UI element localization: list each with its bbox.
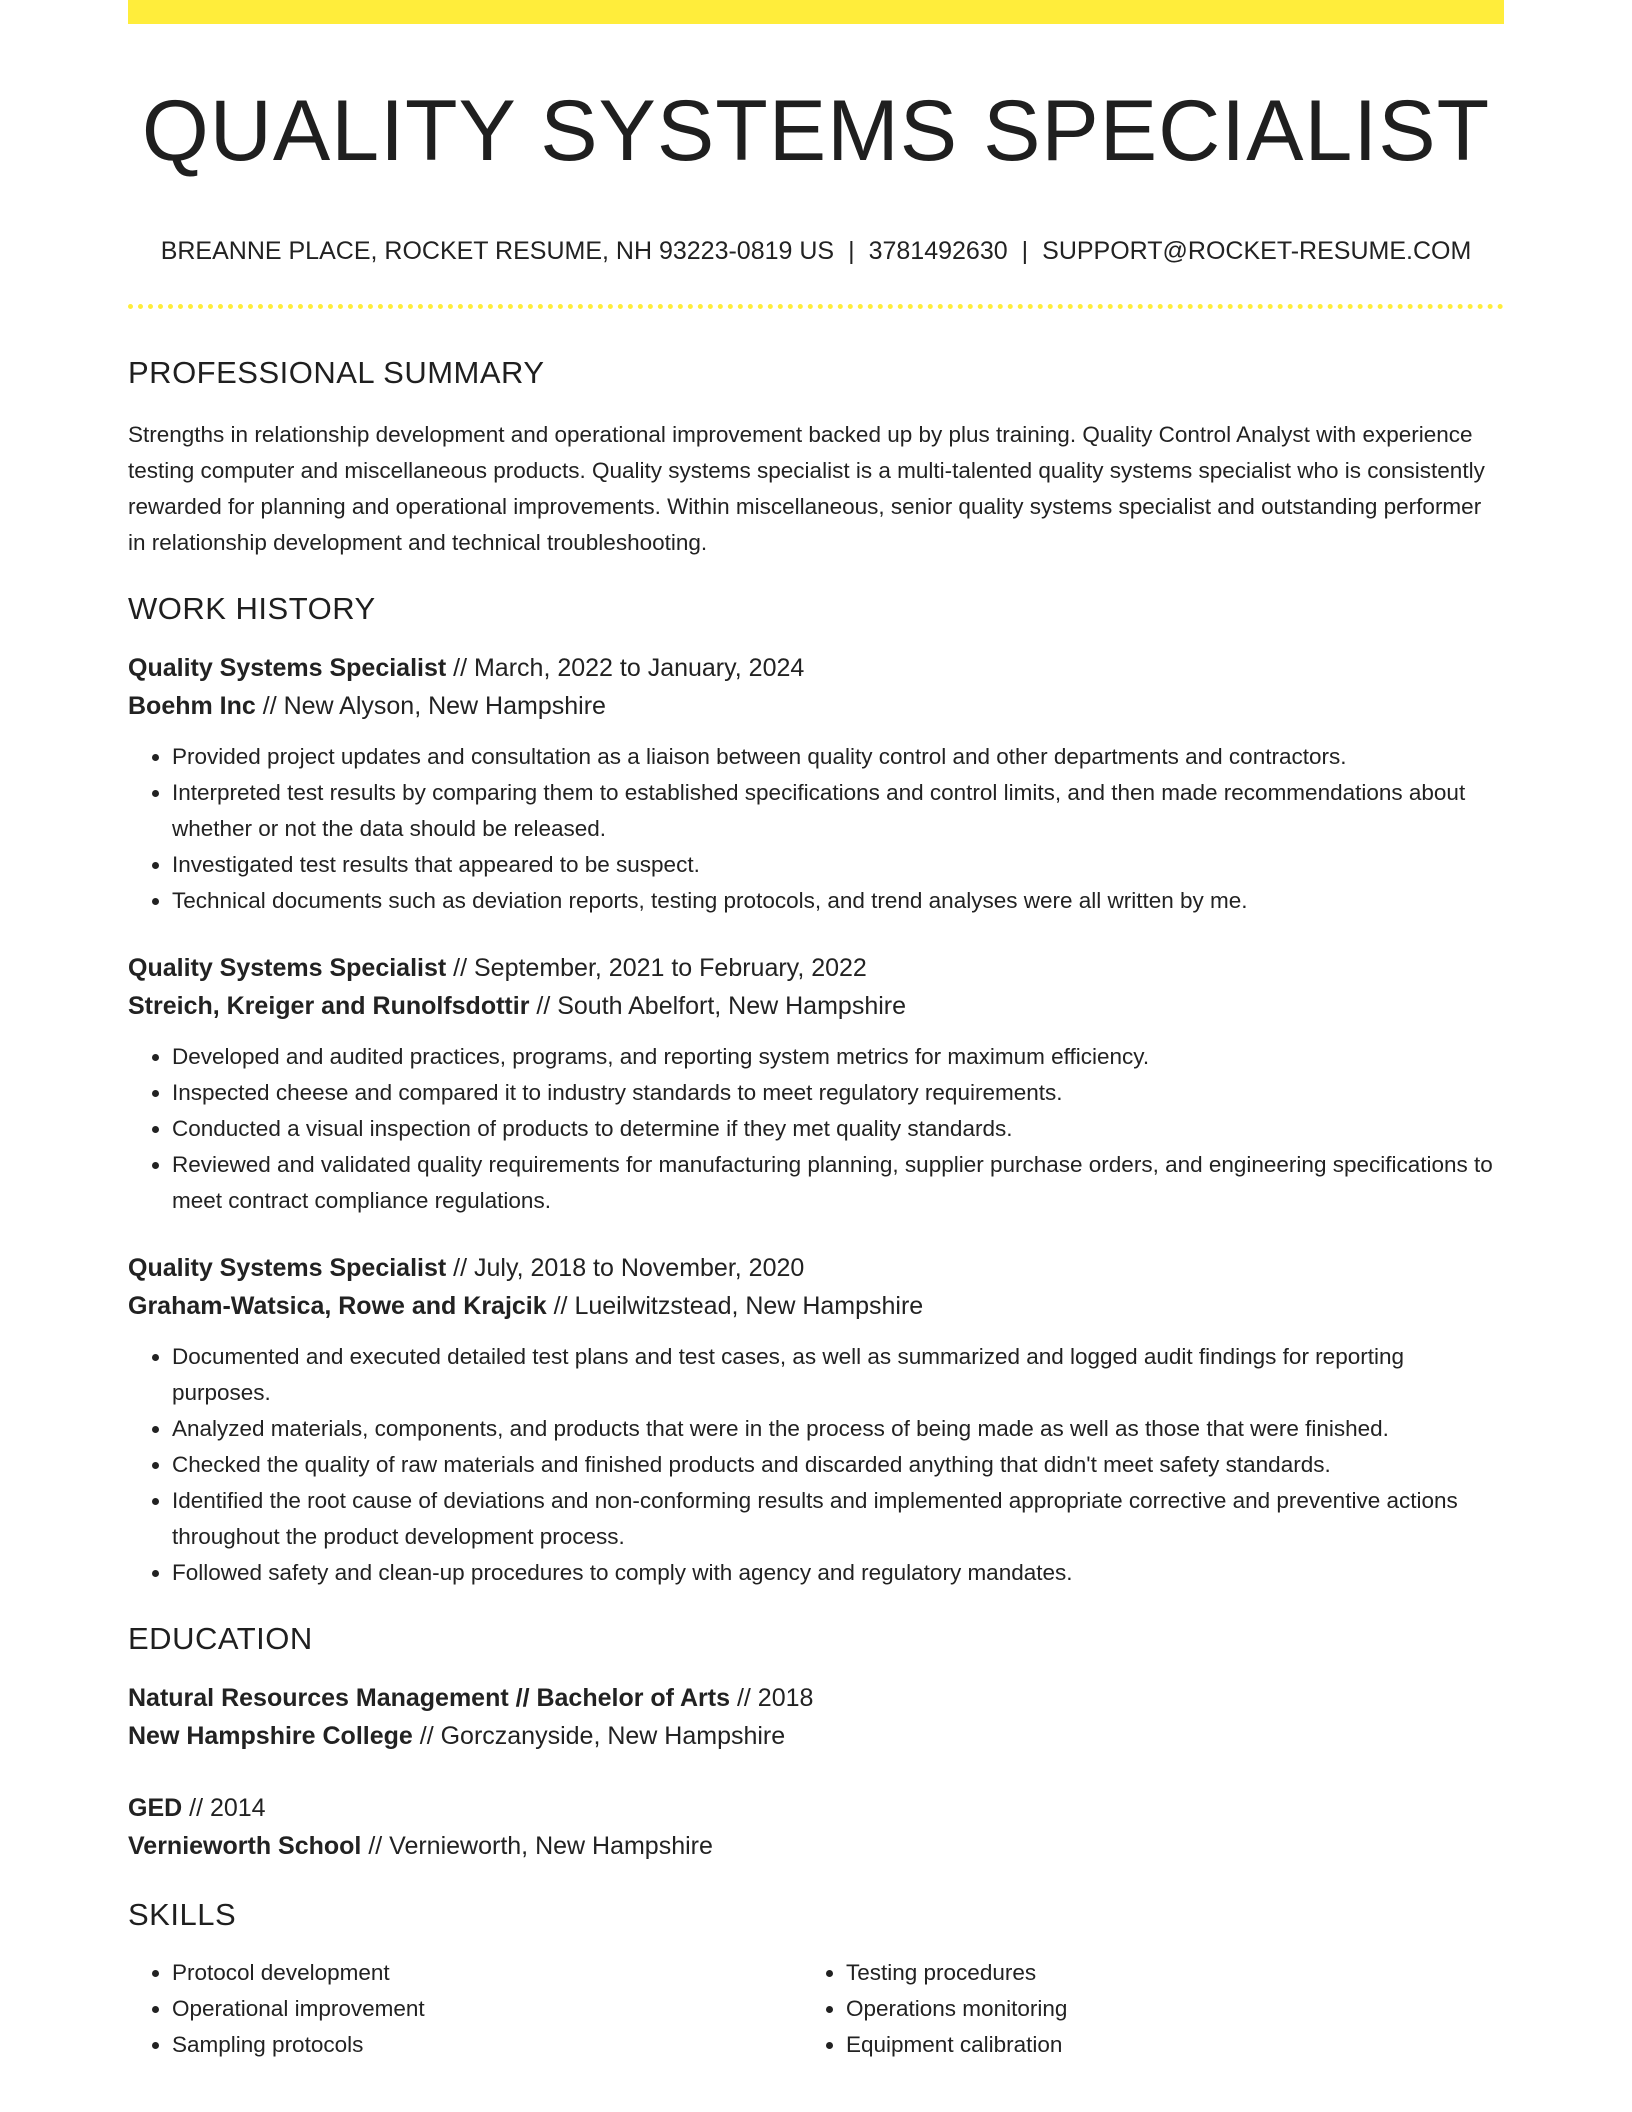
- job-bullet: • Conducted a visual inspection of products to determine if they met quality standards.: [172, 1111, 1504, 1147]
- job-bullet: • Technical documents such as deviation reports, testing protocols, and trend analyses were all written by me.: [172, 883, 1504, 919]
- job-bullet: • Identified the root cause of deviations and non-conforming results and implemented appropriate corrective and preventive actions throughout the product development process.: [172, 1483, 1504, 1555]
- job-entry: [128, 949, 1504, 1219]
- job-bullet: • Analyzed materials, components, and products that were in the process of being made as well as those that were finished.: [172, 1411, 1504, 1447]
- skill-item: • Testing procedures: [846, 1955, 1476, 1991]
- education-location: // Vernieworth, New Hampshire: [361, 1831, 713, 1860]
- education-school: New Hampshire College: [128, 1721, 413, 1750]
- top-accent-bar: [128, 0, 1504, 24]
- education-school-line: [128, 1827, 1504, 1865]
- job-dates: // March, 2022 to January, 2024: [446, 653, 805, 682]
- job-entry: [128, 1249, 1504, 1591]
- job-dates: // July, 2018 to November, 2020: [446, 1253, 805, 1282]
- job-dates: // September, 2021 to February, 2022: [446, 953, 867, 982]
- job-bullet: • Followed safety and clean-up procedures to comply with agency and regulatory mandates.: [172, 1555, 1504, 1591]
- skill-item: • Operations monitoring: [846, 1991, 1476, 2027]
- education-degree-line: [128, 1679, 1504, 1717]
- contact-line: [128, 237, 1504, 266]
- resume-page: [128, 0, 1504, 2063]
- education-location: // Gorczanyside, New Hampshire: [412, 1721, 786, 1750]
- skills-column-right: [802, 1955, 1476, 2063]
- job-bullets: [128, 1339, 1504, 1591]
- job-company-line: [128, 687, 1504, 725]
- job-bullet: • Developed and audited practices, programs, and reporting system metrics for maximum efficiency.: [172, 1039, 1504, 1075]
- job-company: Boehm Inc: [128, 691, 256, 720]
- skills-column-left: [128, 1955, 802, 2063]
- job-role-line: [128, 649, 1504, 687]
- job-bullet: • Documented and executed detailed test plans and test cases, as well as summarized and logged audit findings for reporting purposes.: [172, 1339, 1504, 1411]
- education-heading: EDUCATION: [128, 1620, 313, 1656]
- work-history-heading: WORK HISTORY: [128, 590, 376, 626]
- job-company: Streich, Kreiger and Runolfsdottir: [128, 991, 530, 1020]
- education-degree: GED: [128, 1793, 183, 1822]
- contact-address: BREANNE PLACE, ROCKET RESUME, NH 93223-0819 US: [160, 236, 835, 265]
- education-school-line: [128, 1717, 1504, 1755]
- job-location: // South Abelfort, New Hampshire: [529, 991, 906, 1020]
- job-company: Graham-Watsica, Rowe and Krajcik: [128, 1291, 547, 1320]
- education-year: // 2018: [730, 1683, 814, 1712]
- job-bullet: • Provided project updates and consultation as a liaison between quality control and other departments and contractors.: [172, 739, 1504, 775]
- education-year: // 2014: [182, 1793, 266, 1822]
- education-degree-line: [128, 1789, 1504, 1827]
- job-bullet: • Interpreted test results by comparing them to established specifications and control limits, and then made recommendations about whether or not the data should be released.: [172, 775, 1504, 847]
- job-company-line: [128, 987, 1504, 1025]
- job-location: // Lueilwitzstead, New Hampshire: [546, 1291, 924, 1320]
- job-bullet: • Reviewed and validated quality requirements for manufacturing planning, supplier purchase orders, and engineering specifications to meet contract compliance regulations.: [172, 1147, 1504, 1219]
- skills-list: [128, 1955, 1504, 2063]
- job-bullets: [128, 739, 1504, 919]
- contact-separator: |: [1021, 236, 1029, 265]
- skill-item: • Equipment calibration: [846, 2027, 1476, 2063]
- job-entry: [128, 649, 1504, 919]
- job-role: Quality Systems Specialist: [128, 1253, 447, 1282]
- skill-item: • Sampling protocols: [172, 2027, 802, 2063]
- contact-separator: |: [848, 236, 855, 265]
- contact-phone: 3781492630: [868, 236, 1008, 265]
- job-role-line: [128, 1249, 1504, 1287]
- education-entry: [128, 1789, 1504, 1865]
- skill-item: • Operational improvement: [172, 1991, 802, 2027]
- job-bullet: • Inspected cheese and compared it to industry standards to meet regulatory requirements.: [172, 1075, 1504, 1111]
- job-bullet: • Checked the quality of raw materials and finished products and discarded anything that didn't meet safety standards.: [172, 1447, 1504, 1483]
- education-school: Vernieworth School: [128, 1831, 362, 1860]
- resume-title: QUALITY SYSTEMS SPECIALIST: [141, 83, 1491, 179]
- education-entry: [128, 1679, 1504, 1755]
- dotted-divider: [128, 304, 1504, 309]
- job-role-line: [128, 949, 1504, 987]
- job-location: // New Alyson, New Hampshire: [255, 691, 606, 720]
- summary-text: Strengths in relationship development and operational improvement backed up by plus training. Quality Control Analyst with experience testing computer and miscellaneous products. Quality systems specialist is a multi-talented quality systems specialist who is consistently rewarded for planning and operational improvements. Within miscellaneous, senior quality systems specialist and outstanding performer in relationship development and technical troubleshooting.: [128, 421, 1485, 555]
- job-role: Quality Systems Specialist: [128, 653, 447, 682]
- job-company-line: [128, 1287, 1504, 1325]
- skill-item: • Protocol development: [172, 1955, 802, 1991]
- summary-heading: PROFESSIONAL SUMMARY: [128, 354, 545, 390]
- education-degree: Natural Resources Management // Bachelor of Arts: [128, 1683, 731, 1712]
- job-bullet: • Investigated test results that appeared to be suspect.: [172, 847, 1504, 883]
- job-role: Quality Systems Specialist: [128, 953, 447, 982]
- job-bullets: [128, 1039, 1504, 1219]
- contact-email: SUPPORT@ROCKET-RESUME.COM: [1042, 236, 1472, 265]
- skills-heading: SKILLS: [128, 1896, 237, 1932]
